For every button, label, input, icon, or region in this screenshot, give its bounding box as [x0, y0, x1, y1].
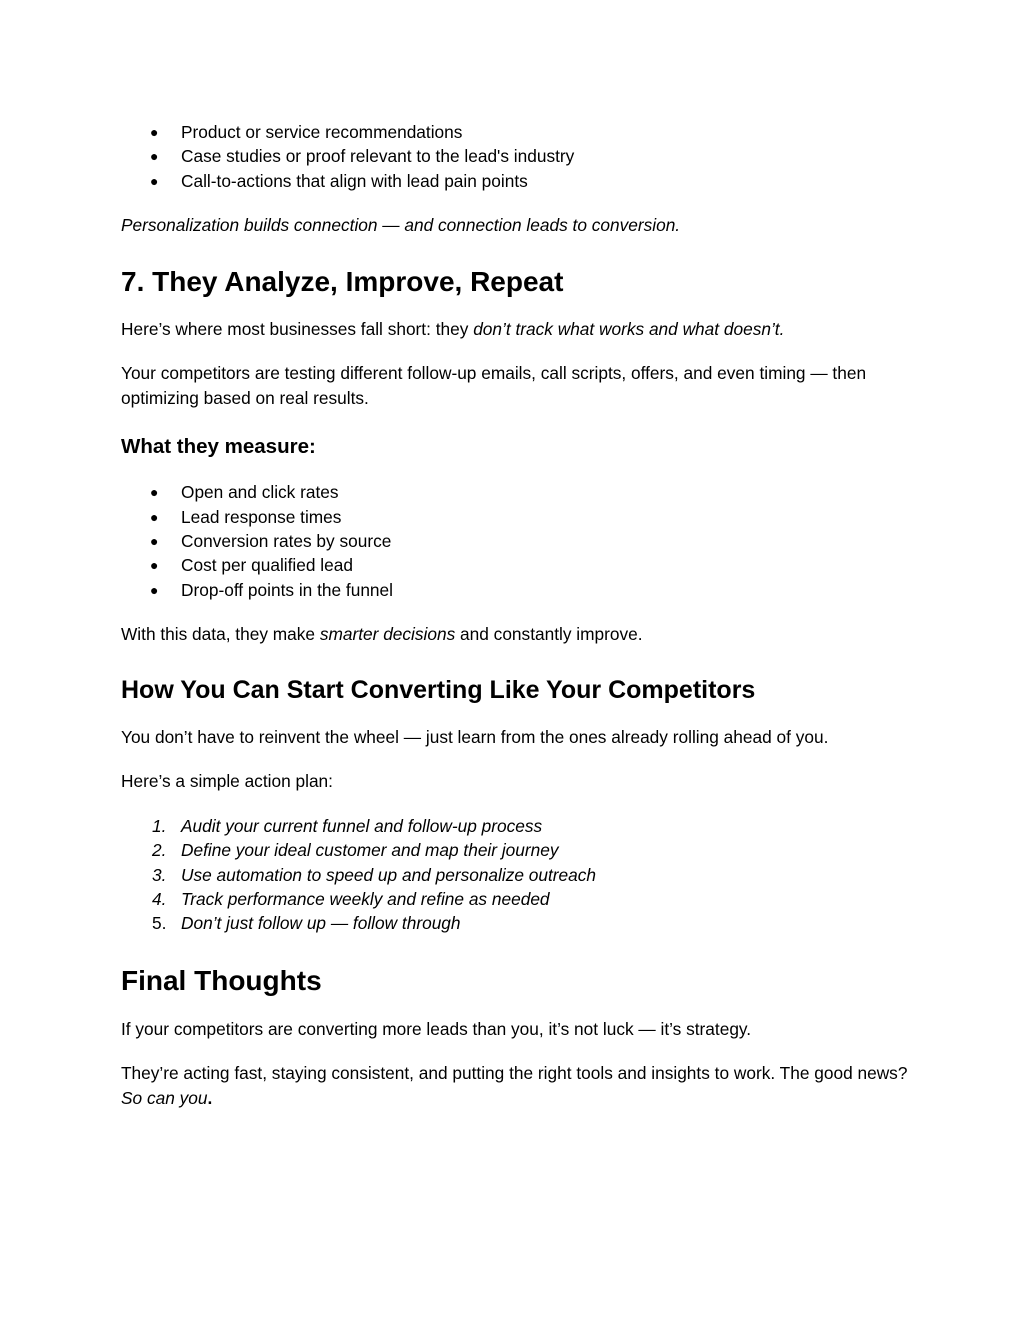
section-7-testing-paragraph: Your competitors are testing different follow-up emails, call scripts, offers, and even timing — then optimizing based on real results. — [121, 363, 867, 408]
personalization-quote: Personalization builds connection — and connection leads to conversion. — [121, 215, 681, 236]
data-paragraph: With this data, they make smarter decisions and constantly improve. — [121, 624, 643, 645]
howto-heading: How You Can Start Converting Like Your Competitors — [121, 675, 756, 704]
recommendations-list — [121, 120, 911, 193]
bullet-icon: ● — [150, 557, 159, 574]
list-item: ● Product or service recommendations — [121, 120, 911, 144]
bullet-icon: ● — [150, 172, 159, 189]
measure-list — [121, 480, 911, 602]
list-item: ● Open and click rates — [121, 480, 911, 504]
action-plan-label: Here’s a simple action plan: — [121, 771, 333, 792]
document-page — [121, 120, 911, 1110]
section-7-intro: Here’s where most businesses fall short: they don’t track what works and what doesn’t. — [121, 318, 785, 339]
list-item: 2. Define your ideal customer and map their journey — [152, 840, 559, 861]
list-item: ● Call-to-actions that align with lead pain points — [121, 169, 911, 193]
list-item: ● Case studies or proof relevant to the lead's industry — [121, 144, 911, 168]
list-item: 1. Audit your current funnel and follow-up process — [152, 815, 543, 836]
section-7-heading: 7. They Analyze, Improve, Repeat — [121, 265, 564, 297]
action-plan-list — [121, 814, 911, 936]
list-item: ● Cost per qualified lead — [121, 553, 911, 577]
bullet-icon: ● — [150, 484, 159, 501]
bullet-icon: ● — [150, 581, 159, 598]
bullet-icon: ● — [150, 508, 159, 525]
list-item: 5. Don’t just follow up — follow through — [152, 913, 461, 934]
final-thoughts-heading: Final Thoughts — [121, 964, 322, 996]
list-item: ● Conversion rates by source — [121, 529, 911, 553]
list-item: ● Lead response times — [121, 505, 911, 529]
final-closing-paragraph: They’re acting fast, staying consistent, and putting the right tools and insights to work. The good news? So can you. — [121, 1063, 908, 1108]
measure-heading: What they measure: — [121, 435, 316, 459]
list-item: 4. Track performance weekly and refine as needed — [152, 888, 550, 909]
list-item: ● Drop-off points in the funnel — [121, 578, 911, 602]
bullet-icon: ● — [150, 533, 159, 550]
list-item: 3. Use automation to speed up and personalize outreach — [152, 864, 597, 885]
bullet-icon: ● — [150, 124, 159, 140]
bullet-icon: ● — [150, 148, 159, 165]
final-strategy-paragraph: If your competitors are converting more leads than you, it’s not luck — it’s strategy. — [121, 1018, 752, 1039]
howto-intro: You don’t have to reinvent the wheel — just learn from the ones already rolling ahead of you. — [121, 726, 829, 747]
